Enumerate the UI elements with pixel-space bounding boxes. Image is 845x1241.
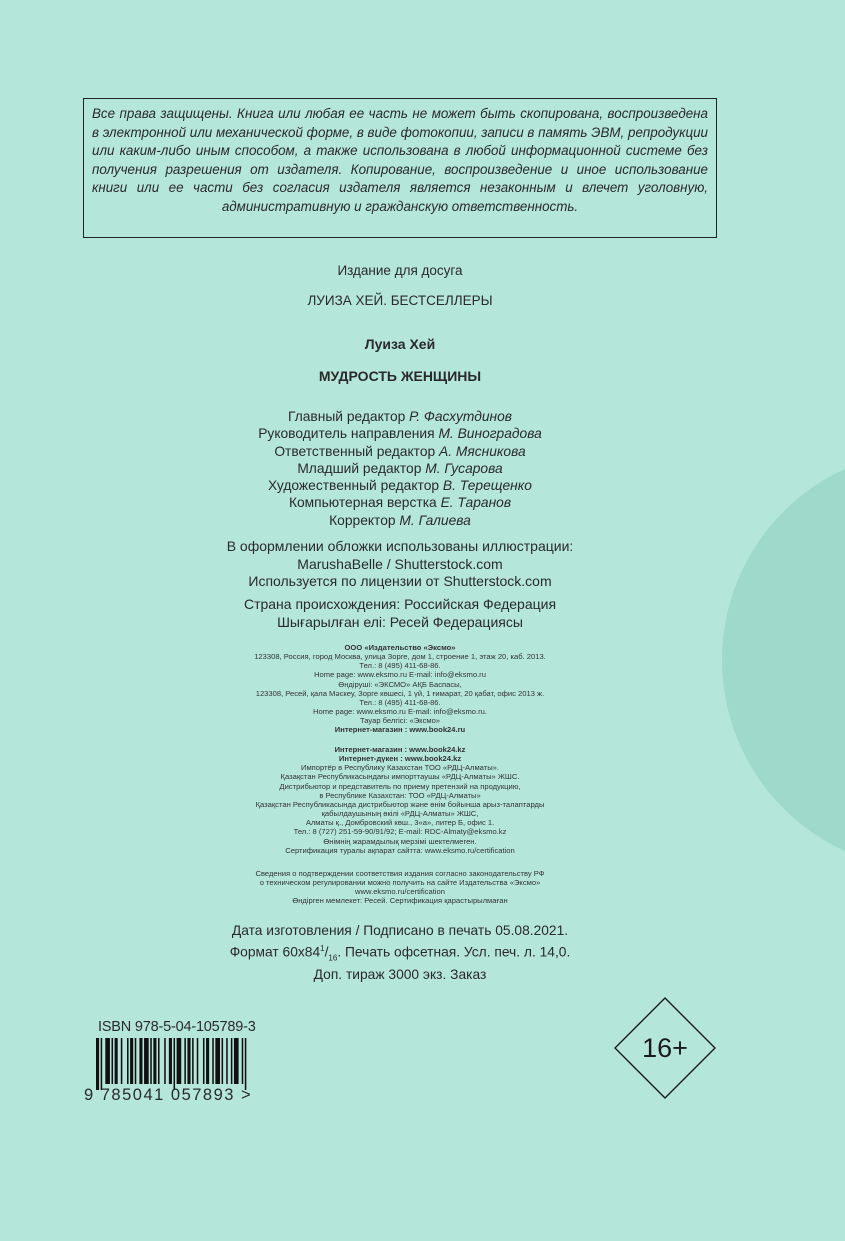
publisher-line: Дистрибьютор и представитель по приему претензий на продукцию, (279, 781, 521, 791)
publisher-line: Алматы қ., Домбровский көш., 3«а», литер Б, офис 1. (305, 818, 495, 828)
publisher-line: 123308, Россия, город Москва, улица Зорге, дом 1, строение 1, этаж 20, каб. 2013. (254, 652, 546, 662)
publisher-line: Home page: www.eksmo.ru E-mail: info@eksmo.ru (314, 670, 486, 680)
barcode-bar (135, 1038, 137, 1084)
credit-line: Младший редактор М. Гусарова (297, 460, 503, 476)
barcode-bar (212, 1038, 214, 1084)
credits-list (0, 408, 800, 529)
illustrations-info (0, 538, 800, 591)
publisher-line: қабылдаушының өкілі «РДЦ-Алматы» ЖШС, (321, 809, 479, 819)
credit-line: Главный редактор Р. Фасхутдинов (288, 409, 512, 424)
barcode-bar (158, 1038, 160, 1084)
publisher-line: Тел.: 8 (495) 411-68-86. (359, 661, 441, 671)
book-title: МУДРОСТЬ ЖЕНЩИНЫ (318, 368, 482, 384)
credit-line: Руководитель направления М. Виноградова (258, 426, 542, 442)
publisher-line: Өндірген мемлекет: Ресей. Сертификация қарастырылмаған (292, 896, 508, 906)
credit-line: Корректор М. Галиева (329, 512, 471, 528)
origin-line: Шығарылған елі: Ресей Федерациясы (277, 613, 523, 630)
credit-line: Художественный редактор В. Терещенко (268, 478, 532, 494)
publisher-line: о техническом регулировании можно получить на сайте Издательства «Эксмо» (259, 878, 541, 888)
barcode-bar (234, 1038, 239, 1084)
barcode-bar (203, 1038, 205, 1084)
edition-type: Издание для досуга (337, 263, 463, 278)
publisher-line: Импортёр в Республику Казахстан ТОО «РДЦ-Алматы». (300, 763, 499, 773)
publisher-line: Тел.: 8 (727) 251-59-90/91/92; E-mail: RDC-Almaty@eksmo.kz (293, 827, 507, 837)
publisher-line: Интернет-магазин : www.book24.kz (334, 745, 466, 754)
barcode-bar (192, 1038, 194, 1084)
illustrations-line: MarushaBelle / Shutterstock.com (297, 555, 503, 572)
origin-info (0, 596, 800, 631)
barcode-bar (96, 1038, 99, 1090)
barcode-bar (130, 1038, 133, 1084)
credit-line: Ответственный редактор А. Мясникова (274, 443, 526, 459)
barcode-bar (164, 1038, 166, 1084)
author-name: Луиза Хей (364, 336, 436, 352)
barcode-bar (184, 1038, 186, 1084)
barcode-bar (144, 1038, 149, 1084)
publisher-line: ООО «Издательство «Эксмо» (344, 643, 456, 652)
print-info (0, 922, 800, 984)
publisher-line: в Республике Казахстан: ТОО «РДЦ-Алматы» (319, 790, 481, 800)
barcode-bar (169, 1038, 172, 1084)
barcode-bar (197, 1038, 199, 1084)
barcode-bar (115, 1038, 118, 1084)
barcode-bar (174, 1038, 176, 1090)
origin-line: Страна происхождения: Российская Федерация (243, 596, 557, 612)
barcode-bar (215, 1038, 220, 1084)
barcode-bar (226, 1038, 228, 1084)
publisher-line: Home page: www.eksmo.ru E-mail: info@eksmo.ru. (313, 707, 487, 717)
publisher-line: Қазақстан Республикасында дистрибьютор және өнім бойынша арыз-талаптарды (255, 799, 545, 809)
publisher-block-3 (0, 869, 800, 906)
publisher-line: Өнімнің жарамдылық мерзімі шектелмеген. (323, 836, 477, 846)
barcode-bar (187, 1038, 190, 1084)
publisher-line: Сведения о подтверждении соответствия издания согласно законодательству РФ (255, 869, 545, 878)
publisher-line: Тел.: 8 (495) 411-68-86. (359, 697, 441, 707)
publisher-line: 123308, Ресей, қала Мәскеу, Зорге көшесі, 1 үй, 1 ғимарат, 20 қабат, офис 2013 ж. (255, 688, 545, 698)
barcode-bar (139, 1038, 142, 1084)
publisher-line: www.eksmo.ru/certification (355, 887, 445, 897)
print-line: Доп. тираж 3000 экз. Заказ (313, 967, 487, 983)
barcode-bar (242, 1038, 244, 1084)
barcode-bar (153, 1038, 156, 1084)
barcode-bar (177, 1038, 182, 1084)
print-line: Формат $60x84^1/_{16}$. Печать офсетная. Усл. печ. л. 14,0. (229, 943, 571, 962)
illustrations-line: В оформлении обложки использованы иллюстрации: (226, 538, 574, 554)
barcode-bar (206, 1038, 209, 1084)
publisher-line: Қазақстан Республикасындағы импорттаушы «РДЦ-Алматы» ЖШС. (280, 772, 520, 782)
barcode-bar (231, 1038, 233, 1084)
publisher-line: Өндіруші: «ЭКСМО» АҚБ Баспасы, (338, 679, 462, 689)
copyright-notice (83, 98, 717, 238)
isbn-number: ISBN 978-5-04-105789-3 (98, 1019, 256, 1035)
publisher-line: Сертификация туралы ақпарат сайтта: www.eksmo.ru/certification (285, 845, 515, 855)
barcode (96, 1038, 296, 1090)
publisher-line: Интернет-магазин : www.book24.ru (334, 725, 466, 735)
publisher-line: Интернет-дүкен : www.book24.kz (338, 754, 462, 764)
barcode-bar (245, 1038, 247, 1090)
barcode-bar (105, 1038, 110, 1084)
print-line: Дата изготовления / Подписано в печать 05.08.2021. (231, 923, 569, 938)
barcode-bar (127, 1038, 129, 1084)
illustrations-line: Используется по лицензии от Shutterstock.com (248, 573, 552, 589)
copyright-notice-text: Все права защищены. Книга или любая ее часть не может быть скопирована, воспроизведена в электронной или механической форме, в виде фотокопии, записи в память ЭВМ, репродукции или каким-либо иным способом, а также использована в любой информационной системе без получения разрешения от издателя. Копирование, воспроизведение и иное использование книги или ее части без согласия издателя является незаконным и влечет уголовную, административную и гражданскую ответственность. (92, 106, 708, 214)
barcode-bar (101, 1038, 103, 1090)
barcode-bar (222, 1038, 224, 1084)
series-name: ЛУИЗА ХЕЙ. БЕСТСЕЛЛЕРЫ (307, 293, 493, 308)
age-rating-label: 16+ (642, 1033, 688, 1063)
barcode-bar (150, 1038, 152, 1084)
barcode-bar (112, 1038, 114, 1084)
publisher-block-2 (0, 745, 800, 855)
barcode-bar (121, 1038, 123, 1084)
barcode-digits: 9 785041 057893 > (84, 1086, 253, 1104)
publisher-line: Тауар белгісі: «Эксмо» (359, 716, 441, 726)
publisher-block-1 (0, 643, 800, 735)
credit-line: Компьютерная верстка Е. Таранов (288, 495, 512, 511)
